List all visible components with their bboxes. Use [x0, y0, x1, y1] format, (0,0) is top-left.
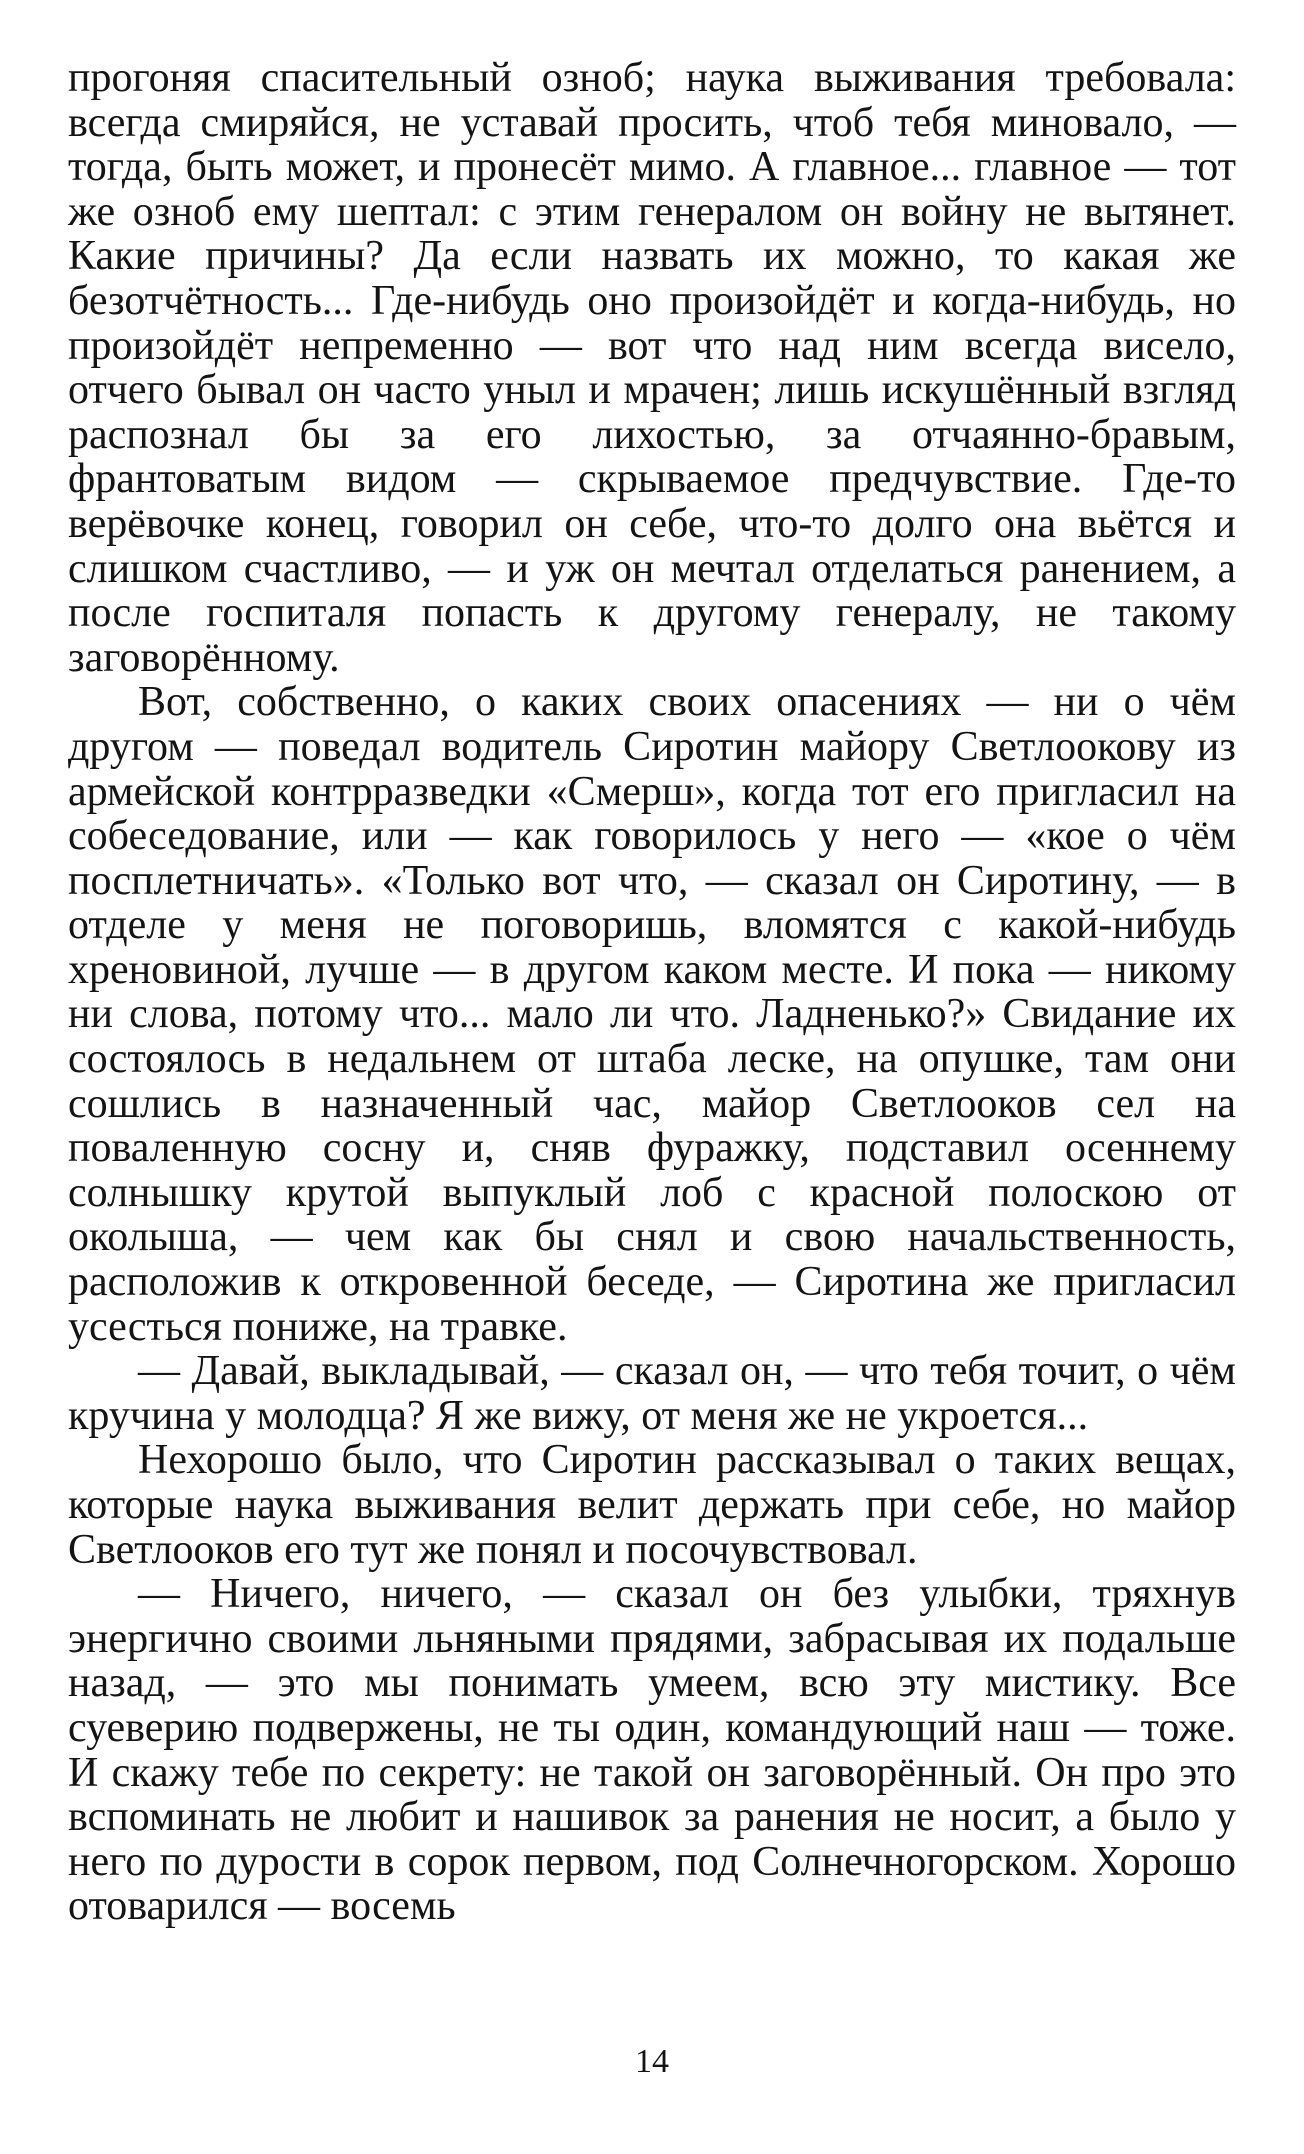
page-number: 14: [635, 2043, 669, 2080]
paragraph-2: Вот, собственно, о каких своих опасениях — ни о чём другом — поведал водитель Сиротин майору Светлоокову из армейской контрразведки «Смерш», когда тот его пригласил на собеседование, или — как говорилось у него — «кое о чём посплетничать». «Только вот что, — сказал он Сиротину, — в отделе у меня не поговоришь, вломятся с какой-нибудь хреновиной, лучше — в другом каком месте. И пока — никому ни слова, потому что... мало ли что. Ладненько?» Свидание их состоялось в недальнем от штаба леске, на опушке, там они сошлись в назначенный час, майор Светлооков сел на поваленную сосну и, сняв фуражку, подставил осеннему солнышку крутой выпуклый лоб с красной полоскою от околыша, — чем как бы снял и свою начальственность, расположив к откровенной беседе, — Сиротина же пригласил усесться пониже, на травке.: [68, 679, 1236, 1350]
paragraph-1: прогоняя спасительный озноб; наука выживания требовала: всегда смиряйся, не уставай просить, чтоб тебя миновало, — тогда, быть может, и пронесёт мимо. А главное... главное — тот же озноб ему шептал: с этим генералом он войну не вытянет. Какие причины? Да если назвать их можно, то какая же безотчётность... Где-нибудь оно произойдёт и когда-нибудь, но произойдёт непременно — вот что над ним всегда висело, отчего бывал он часто уныл и мрачен; лишь искушённый взгляд распознал бы за его лихостью, за отчаянно-бравым, франтоватым видом — скрываемое предчувствие. Где-то верёвочке конец, говорил он себе, что-то долго она вьётся и слишком счастливо, — и уж он мечтал отделаться ранением, а после госпиталя попасть к другому генералу, не такому заговорённому.: [68, 55, 1236, 681]
page-text: [68, 56, 1236, 1929]
paragraph-3: — Давай, выкладывай, — сказал он, — что тебя точит, о чём кручина у молодца? Я же вижу, от меня же не укроется...: [68, 1348, 1236, 1439]
paragraph-5: — Ничего, ничего, — сказал он без улыбки, тряхнув энергично своими льняными прядями, забрасывая их подальше назад, — это мы понимать умеем, всю эту мистику. Все суеверию подвержены, не ты один, командующий наш — тоже. И скажу тебе по секрету: не такой он заговорённый. Он про это вспоминать не любит и нашивок за ранения не носит, а было у него по дурости в сорок первом, под Солнечногорском. Хорошо отоварился — восемь: [68, 1571, 1236, 1930]
paragraph-4: Нехорошо было, что Сиротин рассказывал о таких вещах, которые наука выживания велит держать при себе, но майор Светлооков его тут же понял и посочувствовал.: [68, 1437, 1236, 1573]
